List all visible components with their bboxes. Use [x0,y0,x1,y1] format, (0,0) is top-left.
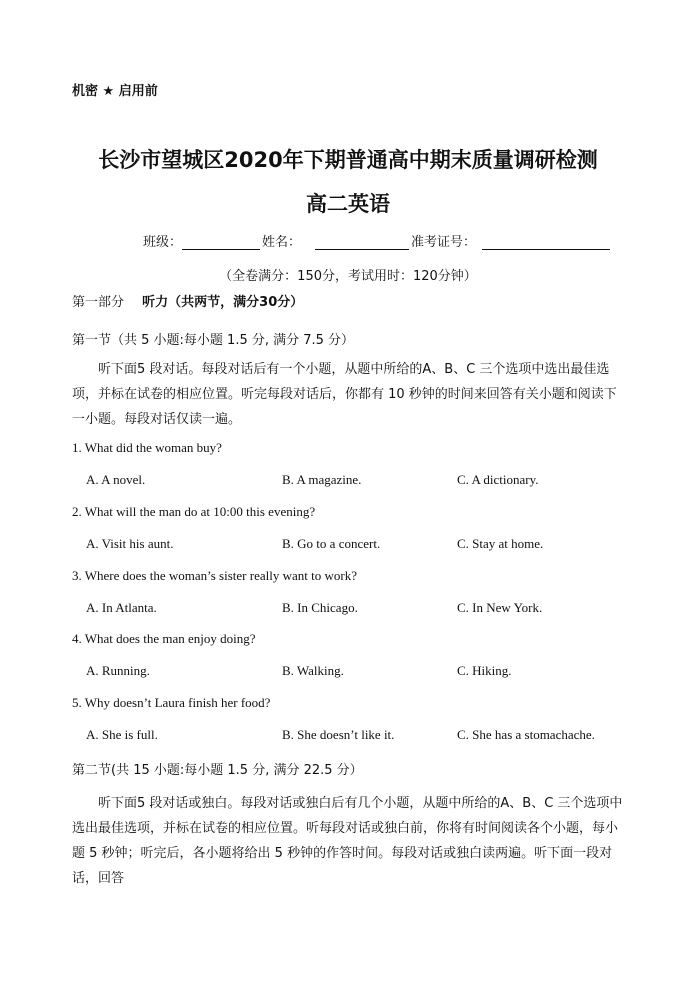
part-label: 第一部分 [72,295,125,310]
option-a[interactable]: A. A novel. [86,472,146,487]
option-b[interactable]: B. In Chicago. [282,600,358,615]
score-note: （全卷满分：150分，考试用时：120分钟） [219,269,477,284]
option-b[interactable]: B. Walking. [282,663,344,678]
question-stem: 1. What did the woman buy? [72,440,222,455]
option-b[interactable]: B. A magazine. [282,472,362,487]
exam-subject: 高二英语 [306,192,390,216]
section2-heading: 第二节(共 15 小题:每小题 1.5 分, 满分 22.5 分） [72,763,363,778]
section2-instructions: 听下面5 段对话或独白。每段对话或独白后有几个小题，从题中所给的A、B、C 三个选项中选出最佳选项，并标在试卷的相应位置。听每段对话或独白前，你将有时间阅读各个小题，每小题 5 秒钟；听完后，各小题将给出 5 秒钟的作答时间。每段对话或独白读两遍。听下面一段对话，回答 [72,796,623,886]
class-blank[interactable] [182,236,260,250]
part-heading [72,291,303,310]
question-stem: 2. What will the man do at 10:00 this evening? [72,504,316,519]
option-c[interactable]: C. Hiking. [457,663,512,678]
student-info-line [143,231,612,250]
name-blank[interactable] [315,236,409,250]
option-a[interactable]: A. Visit his aunt. [86,536,174,551]
class-label: 班级： [143,235,183,250]
question-stem: 4. What does the man enjoy doing? [72,631,256,646]
option-c[interactable]: C. Stay at home. [457,536,544,551]
option-b[interactable]: B. She doesn’t like it. [282,727,395,742]
option-c[interactable]: C. A dictionary. [457,472,539,487]
name-label: 姓名： [262,235,302,250]
option-c[interactable]: C. In New York. [457,600,543,615]
confidential-label: 机密 ★ 启用前 [72,84,158,99]
section1-instructions: 听下面5 段对话。每段对话后有一个小题，从题中所给的A、B、C 三个选项中选出最佳选项，并标在试卷的相应位置。听完每段对话后，你都有 10 秒钟的时间来回答有关小题和阅读下一小题。每段对话仅读一遍。 [72,362,617,427]
section1-heading: 第一节（共 5 小题:每小题 1.5 分, 满分 7.5 分） [72,333,355,348]
option-b[interactable]: B. Go to a concert. [282,536,381,551]
question-stem: 5. Why doesn’t Laura finish her food? [72,695,271,710]
option-a[interactable]: A. In Atlanta. [86,600,157,615]
part-title: 听力（共两节，满分30分） [142,295,304,310]
option-c[interactable]: C. She has a stomachache. [457,727,595,742]
question-stem: 3. Where does the woman’s sister really want to work? [72,568,357,583]
option-a[interactable]: A. Running. [86,663,150,678]
option-a[interactable]: A. She is full. [86,727,158,742]
exam-id-blank[interactable] [482,236,610,250]
exam-title: 长沙市望城区2020年下期普通高中期末质量调研检测 [98,148,598,172]
exam-id-label: 准考证号： [411,235,477,250]
